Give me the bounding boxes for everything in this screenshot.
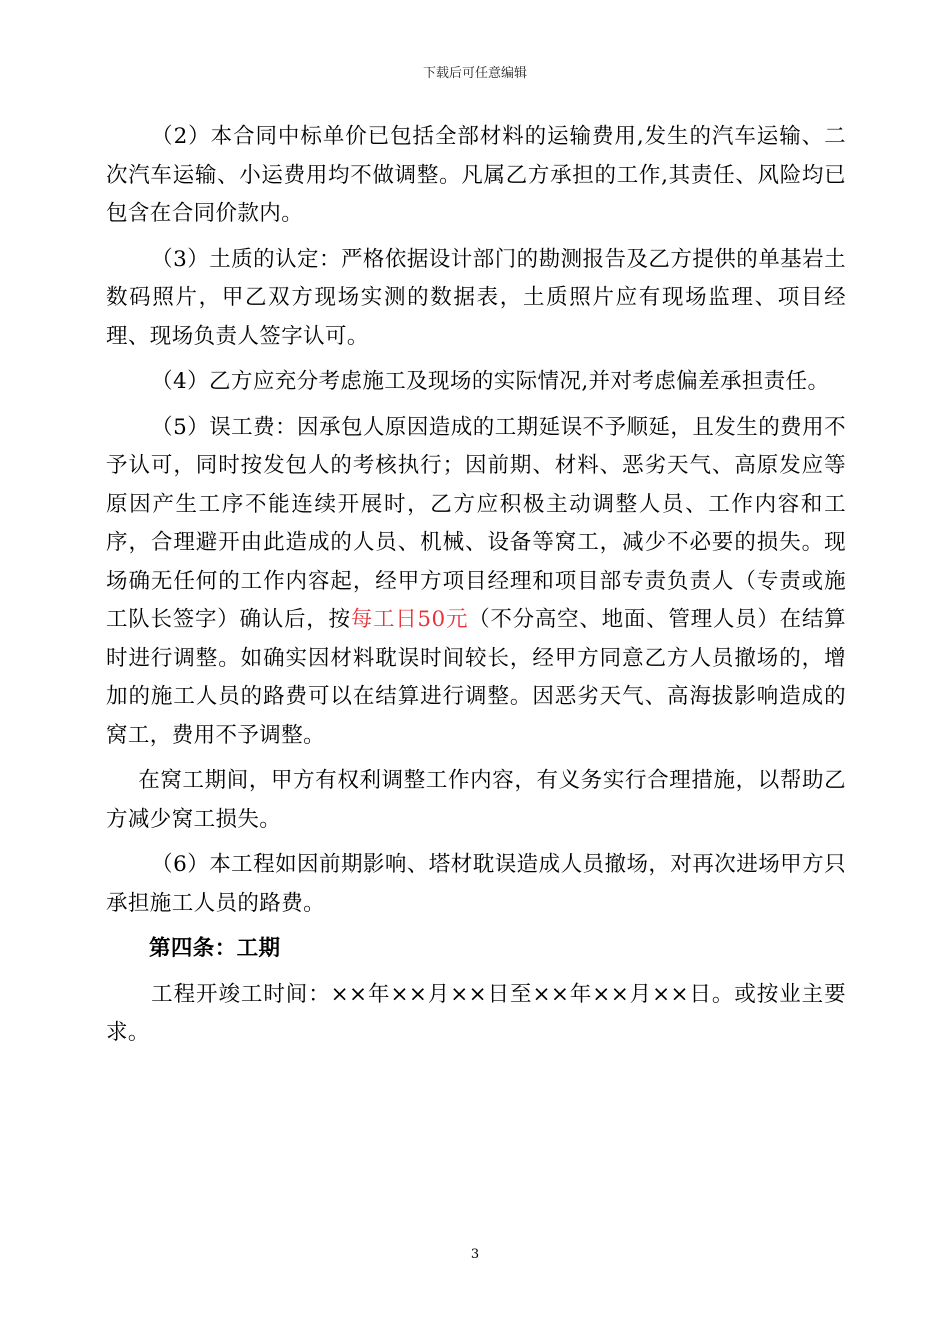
paragraph-item-5-text-end: （不分高空、地面、管理人员）在结算时进行调整。如确实因材料耽误时间较长，经甲方同意乙方人员撤场的，增加的施工人员的路费可以在结算进行调整。因恶劣天气、高海拔影响造成的窝工，费用不予调整。 bbox=[106, 607, 846, 748]
paragraph-item-3: （3）土质的认定：严格依据设计部门的勘测报告及乙方提供的单基岩土数码照片，甲乙双方现场实测的数据表，土质照片应有现场监理、项目经理、现场负责人签字认可。 bbox=[106, 246, 846, 349]
paragraph-item-6: （6）本工程如因前期影响、塔材耽误造成人员撤场，对再次进场甲方只承担施工人员的路费。 bbox=[106, 852, 846, 916]
paragraph-item-5-text-start: （5）误工费：因承包人原因造成的工期延误不予顺延，且发生的费用不予认可，同时按发包人的考核执行；因前期、材料、恶劣天气、高原发应等原因产生工序不能连续开展时，乙方应积极主动调整人员、工作内容和工序，合理避开由此造成的人员、机械、设备等窝工，减少不必要的损失。现场确无任何的工作内容起，经甲方项目经理和项目部专责负责人（专责或施工队长签字）确认后，按 bbox=[106, 414, 846, 632]
paragraph-item-5 bbox=[106, 409, 846, 756]
highlighted-rate: 每工日50元 bbox=[350, 607, 469, 632]
page-header: 下载后可任意编辑 bbox=[422, 66, 527, 81]
paragraph-schedule: 工程开竣工时间：××年××月××日至××年××月××日。或按业主要求。 bbox=[106, 981, 846, 1045]
page-number: 3 bbox=[470, 1247, 480, 1262]
section-heading-article-4: 第四条：工期 bbox=[149, 936, 281, 961]
paragraph-item-2: （2）本合同中标单价已包括全部材料的运输费用,发生的汽车运输、二次汽车运输、小运费用均不做调整。凡属乙方承担的工作,其责任、风险均已包含在合同价款内。 bbox=[106, 124, 846, 226]
paragraph-item-4: （4）乙方应充分考虑施工及现场的实际情况,并对考虑偏差承担责任。 bbox=[151, 369, 830, 394]
document-body bbox=[106, 118, 846, 1060]
paragraph-idle-period: 在窝工期间，甲方有权利调整工作内容，有义务实行合理措施，以帮助乙方减少窝工损失。 bbox=[106, 768, 846, 832]
